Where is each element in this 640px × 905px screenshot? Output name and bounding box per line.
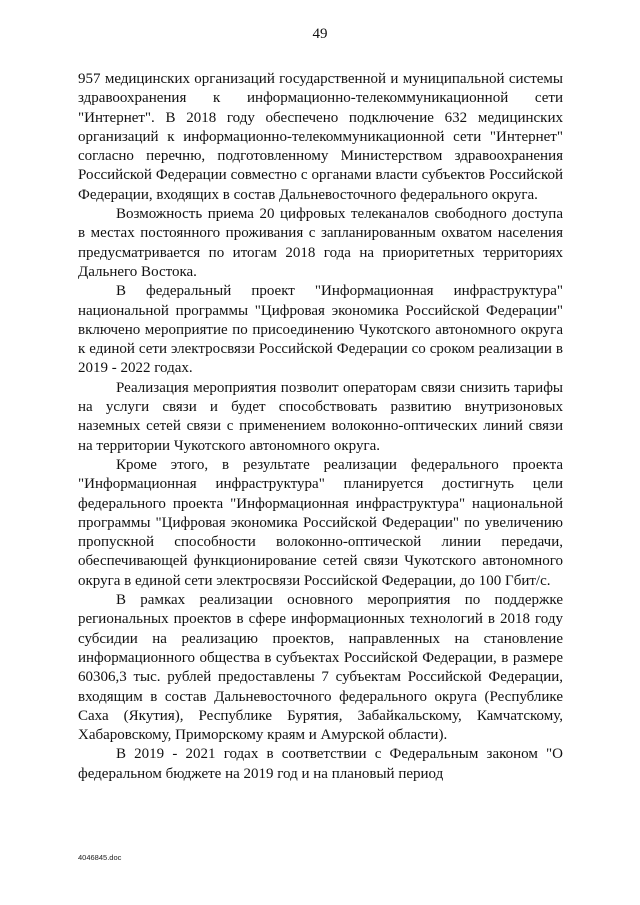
paragraph-2: Возможность приема 20 цифровых телеканалов свободного доступа в местах постоянного проживания с запланированным охватом населения предусматривается по итогам 2018 года на приоритетных территориях Дальнего Востока. xyxy=(78,206,563,280)
document-filename: 4046845.doc xyxy=(78,853,122,862)
paragraph-3: В федеральный проект "Информационная инфраструктура" национальной программы "Цифровая экономика Российской Федерации" включено мероприятие по присоединению Чукотского автономного округа к единой сети электросвязи Российской Федерации со сроком реализации в 2019 - 2022 годах. xyxy=(78,283,563,377)
paragraph-4: Реализация мероприятия позволит операторам связи снизить тарифы на услуги связи и будет способствовать развитию внутризоновых наземных сетей связи с применением волоконно-оптических линий связи на территории Чукотского автономного округа. xyxy=(78,379,563,454)
paragraph-7: В 2019 - 2021 годах в соответствии с Федеральным законом "О федеральном бюджете на 2019 год и на плановый период xyxy=(78,746,563,782)
paragraph-6: В рамках реализации основного мероприятия по поддержке региональных проектов в сфере информационных технологий в 2018 году субсидии на реализацию проектов, направленных на становление информационного общества в субъектах Российской Федерации, в размере 60306,3 тыс. рублей предоставлены 7 субъектам Российской Федерации, входящим в состав Дальневосточного федерального округа (Республике Саха (Якутия), Республике Бурятия, Забайкальскому, Камчатскому, Хабаровскому, Приморскому краям и Амурской области). xyxy=(78,592,563,744)
paragraph-1: 957 медицинских организаций государственной и муниципальной системы здравоохранения к информационно-телекоммуникационной сети "Интернет". В 2018 году обеспечено подключение 632 медицинских организаций к информационно-телекоммуникационной сети "Интернет" согласно перечню, подготовленному Министерством здравоохранения Российской Федерации совместно с органами власти субъектов Российской Федерации, входящих в состав Дальневосточного федерального округа. xyxy=(78,71,563,203)
page-number: 49 xyxy=(312,26,328,42)
document-body xyxy=(78,70,563,784)
paragraph-5: Кроме этого, в результате реализации федерального проекта "Информационная инфраструктура" планируется достигнуть цели федерального проекта "Информационная инфраструктура" национальной программы "Цифровая экономика Российской Федерации" по увеличению пропускной способности волоконно-оптической линии передачи, обеспечивающей функционирование сетей связи Чукотского автономного округа в единой сети электросвязи Российской Федерации, до 100 Гбит/с. xyxy=(78,456,563,589)
